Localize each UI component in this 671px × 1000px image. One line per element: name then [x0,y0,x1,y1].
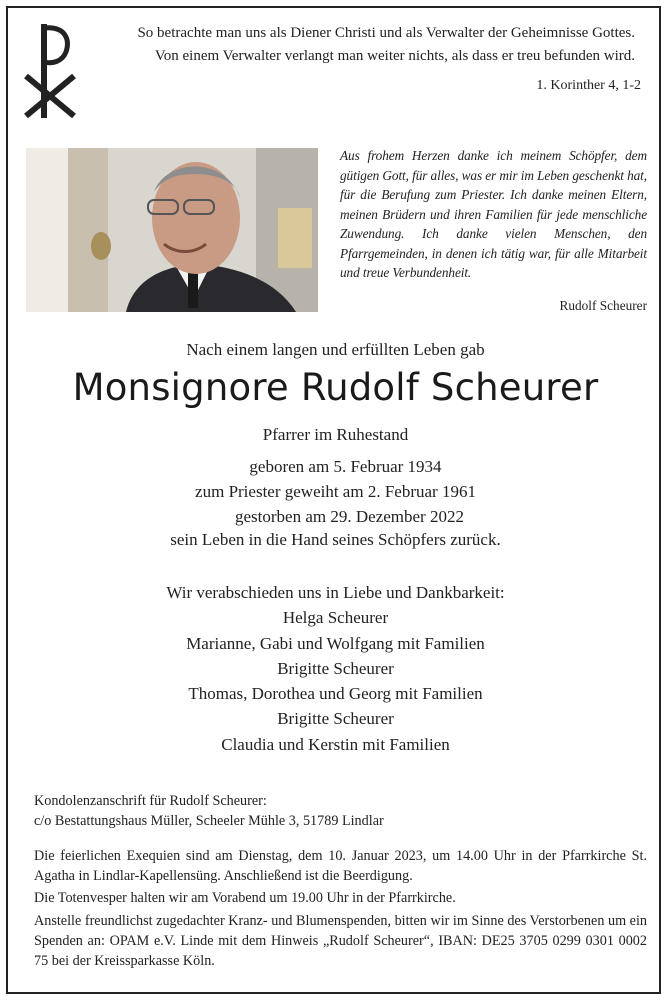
chi-rho-icon [22,20,82,120]
quote-signature: Rudolf Scheurer [559,298,647,313]
death-date: gestorben am 29. Dezember 2022 [235,507,464,526]
bible-verse [90,22,635,68]
announcement-closing: sein Leben in die Hand seines Schöpfers zurück. [170,530,501,549]
mourner-name: Helga Scheurer [282,608,389,628]
mourner-name: Marianne, Gabi und Wolfgang mit Familien [186,633,485,653]
deceased-name: Monsignore Rudolf Scheurer [72,366,599,409]
verse-reference: 1. Korinther 4, 1-2 [536,78,641,93]
condolence-line-1: Kondolenzanschrift für Rudolf Scheurer: [34,793,267,809]
portrait-photo [26,148,318,312]
mourners-heading: Wir verabschieden uns in Liebe und Dankbarkeit: [166,583,505,602]
mourner-name: Claudia und Kerstin mit Familien [221,734,450,754]
mourners-list [8,580,663,757]
life-dates [8,454,663,529]
announcement-intro: Nach einem langen und erfüllten Leben gab [186,340,485,359]
donation-info: Anstelle freundlichst zugedachter Kranz- und Blumenspenden, bitten wir im Sinne des Verstorbenen um ein Spenden an: OPAM e.V. Linde mit dem Hinweis „Rudolf Scheurer“, IBAN: DE25 3705 0299 0301 0002 75 bei der Kreissparkasse Köln. [34,912,647,970]
condolence-address [34,791,384,831]
verse-line-2: Von einem Verwalter verlangt man weiter nichts, als dass er treu befunden wird. [154,48,635,64]
mourner-name: Thomas, Dorothea und Georg mit Familien [188,684,483,704]
funeral-info [34,846,647,973]
vespers-info: Die Totenvesper halten wir am Vorabend um 19.00 Uhr in der Pfarrkirche. [34,890,456,907]
deceased-title: Pfarrer im Ruhestand [262,425,409,444]
exequies-info: Die feierlichen Exequien sind am Dienstag, dem 10. Januar 2023, um 14.00 Uhr in der Pfarrkirche St. Agatha in Lindlar-Kapellensüng. Anschließend ist die Beerdigung. [34,848,647,885]
personal-quote: Aus frohem Herzen danke ich meinem Schöpfer, dem gütigen Gott, für alles, was er mir im Leben geschenkt hat, für die Berufung zum Priester. Ich danke meinen Eltern, meinen Brüdern und ihren Familien für jede menschliche Zuwendung. Ich danke vielen Menschen, den Pfarrgemeinden, in denen ich tätig war, für alle Mitarbeit und treue Verbundenheit. [340,148,647,280]
condolence-line-2: c/o Bestattungshaus Müller, Scheeler Mühle 3, 51789 Lindlar [34,813,384,829]
verse-line-1: So betrachte man uns als Diener Christi und als Verwalter der Geheimnisse Gottes. [137,25,635,41]
ordained-date: zum Priester geweiht am 2. Februar 1961 [195,482,476,501]
mourner-name: Brigitte Scheurer [277,709,394,729]
born-date: geboren am 5. Februar 1934 [249,457,442,476]
mourner-name: Brigitte Scheurer [277,658,394,678]
